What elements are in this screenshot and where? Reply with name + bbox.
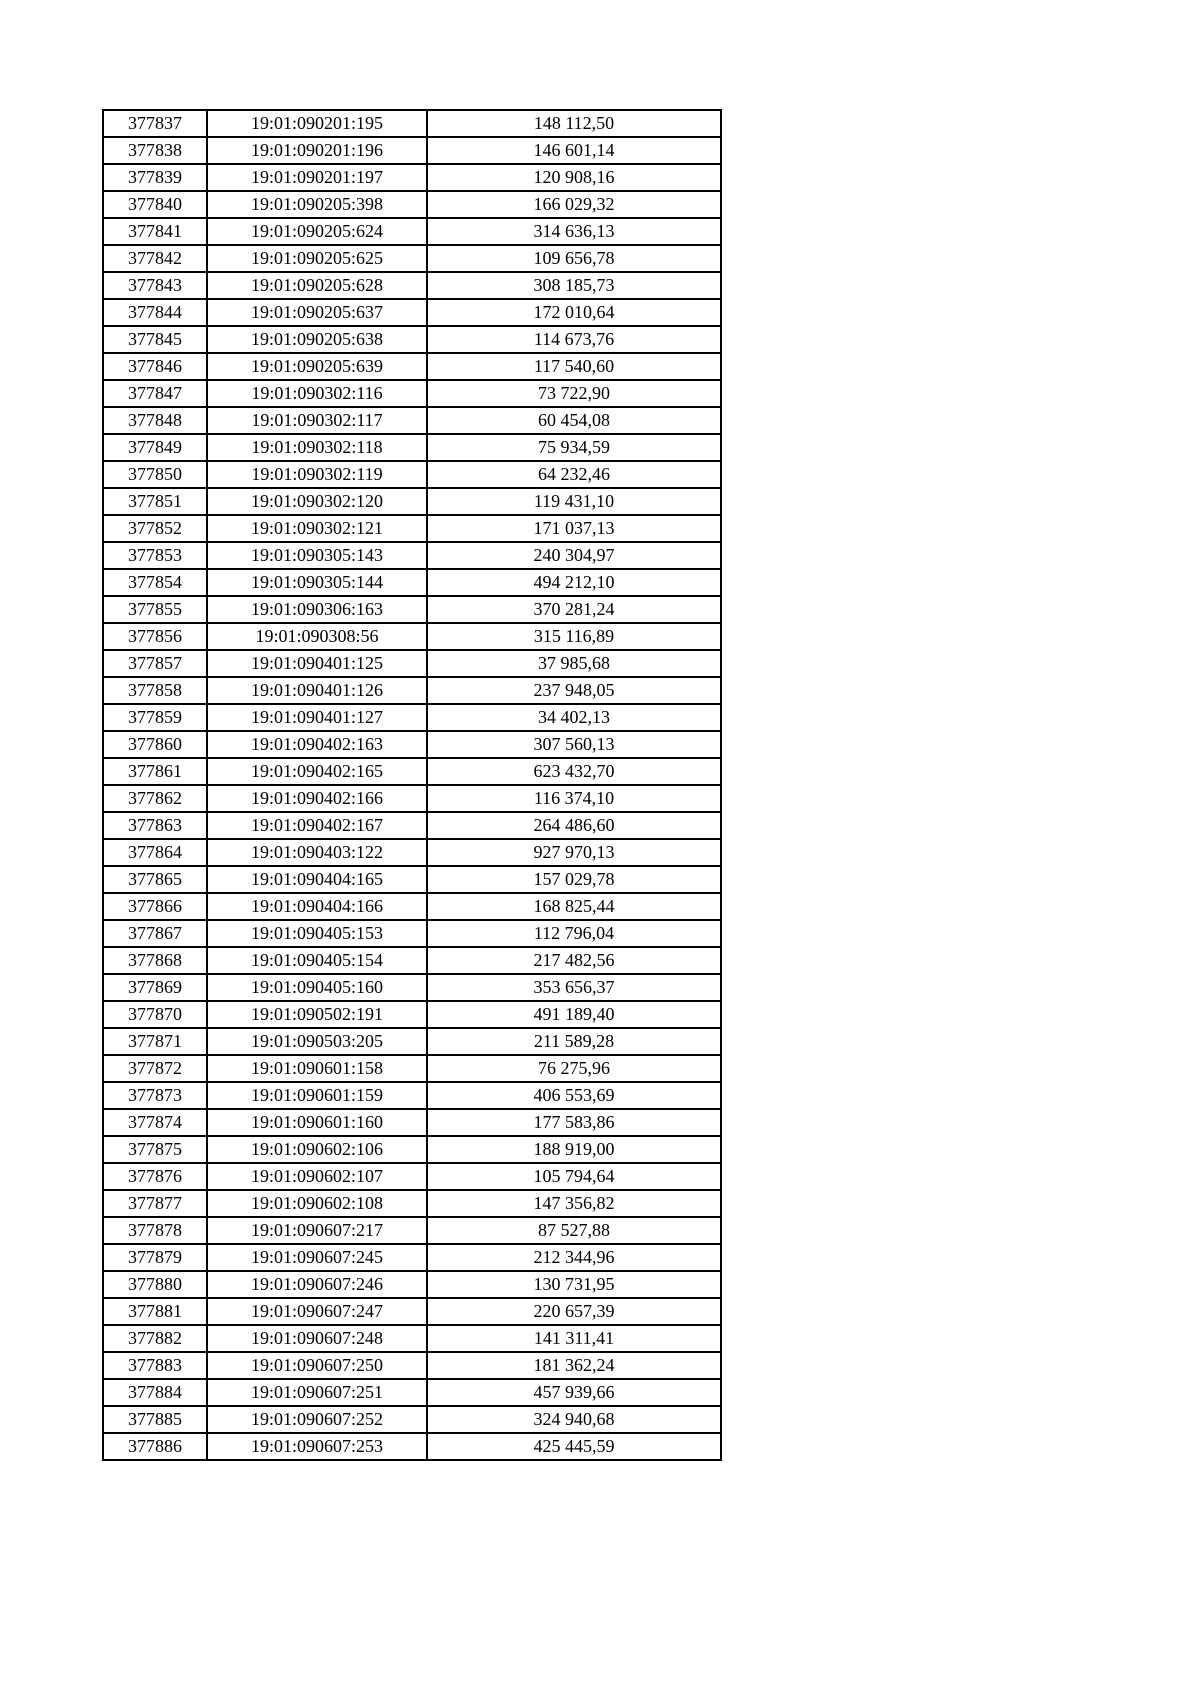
cadastral-number-cell: 19:01:090402:167 [207, 812, 427, 839]
value-cell: 64 232,46 [427, 461, 721, 488]
row-number-cell: 377872 [103, 1055, 207, 1082]
table-row [103, 1136, 721, 1163]
value-cell: 315 116,89 [427, 623, 721, 650]
cadastral-number-cell: 19:01:090402:166 [207, 785, 427, 812]
table-row [103, 1217, 721, 1244]
table-row [103, 893, 721, 920]
value-cell: 60 454,08 [427, 407, 721, 434]
table-row [103, 650, 721, 677]
row-number-cell: 377866 [103, 893, 207, 920]
table-row [103, 812, 721, 839]
row-number-cell: 377849 [103, 434, 207, 461]
value-cell: 240 304,97 [427, 542, 721, 569]
table-row [103, 947, 721, 974]
row-number-cell: 377856 [103, 623, 207, 650]
value-cell: 37 985,68 [427, 650, 721, 677]
value-cell: 211 589,28 [427, 1028, 721, 1055]
table-row [103, 542, 721, 569]
cadastral-number-cell: 19:01:090401:127 [207, 704, 427, 731]
cadastral-number-cell: 19:01:090302:120 [207, 488, 427, 515]
table-row [103, 1406, 721, 1433]
table-row [103, 1001, 721, 1028]
row-number-cell: 377881 [103, 1298, 207, 1325]
row-number-cell: 377844 [103, 299, 207, 326]
row-number-cell: 377843 [103, 272, 207, 299]
table-row [103, 1109, 721, 1136]
table-row [103, 731, 721, 758]
cadastral-number-cell: 19:01:090205:398 [207, 191, 427, 218]
row-number-cell: 377871 [103, 1028, 207, 1055]
cadastral-number-cell: 19:01:090302:121 [207, 515, 427, 542]
row-number-cell: 377875 [103, 1136, 207, 1163]
table-row [103, 353, 721, 380]
value-cell: 34 402,13 [427, 704, 721, 731]
cadastral-number-cell: 19:01:090405:154 [207, 947, 427, 974]
value-cell: 491 189,40 [427, 1001, 721, 1028]
table-row [103, 920, 721, 947]
cadastral-number-cell: 19:01:090602:108 [207, 1190, 427, 1217]
table-row [103, 677, 721, 704]
row-number-cell: 377850 [103, 461, 207, 488]
table-row [103, 785, 721, 812]
value-cell: 76 275,96 [427, 1055, 721, 1082]
row-number-cell: 377847 [103, 380, 207, 407]
row-number-cell: 377863 [103, 812, 207, 839]
cadastral-number-cell: 19:01:090305:144 [207, 569, 427, 596]
table-row [103, 380, 721, 407]
table-row [103, 245, 721, 272]
table-row [103, 1298, 721, 1325]
row-number-cell: 377876 [103, 1163, 207, 1190]
data-table [102, 109, 722, 1461]
value-cell: 147 356,82 [427, 1190, 721, 1217]
table-row [103, 461, 721, 488]
value-cell: 130 731,95 [427, 1271, 721, 1298]
value-cell: 105 794,64 [427, 1163, 721, 1190]
cadastral-number-cell: 19:01:090205:639 [207, 353, 427, 380]
value-cell: 494 212,10 [427, 569, 721, 596]
cadastral-number-cell: 19:01:090302:117 [207, 407, 427, 434]
cadastral-number-cell: 19:01:090607:246 [207, 1271, 427, 1298]
row-number-cell: 377884 [103, 1379, 207, 1406]
cadastral-number-cell: 19:01:090302:116 [207, 380, 427, 407]
row-number-cell: 377882 [103, 1325, 207, 1352]
cadastral-number-cell: 19:01:090601:158 [207, 1055, 427, 1082]
table-row [103, 488, 721, 515]
table-row [103, 758, 721, 785]
value-cell: 148 112,50 [427, 110, 721, 137]
cadastral-number-cell: 19:01:090402:165 [207, 758, 427, 785]
table-row [103, 1271, 721, 1298]
cadastral-number-cell: 19:01:090401:125 [207, 650, 427, 677]
cadastral-number-cell: 19:01:090205:625 [207, 245, 427, 272]
cadastral-number-cell: 19:01:090302:118 [207, 434, 427, 461]
value-cell: 116 374,10 [427, 785, 721, 812]
row-number-cell: 377870 [103, 1001, 207, 1028]
row-number-cell: 377883 [103, 1352, 207, 1379]
value-cell: 307 560,13 [427, 731, 721, 758]
value-cell: 181 362,24 [427, 1352, 721, 1379]
table-row [103, 1055, 721, 1082]
value-cell: 109 656,78 [427, 245, 721, 272]
value-cell: 308 185,73 [427, 272, 721, 299]
row-number-cell: 377869 [103, 974, 207, 1001]
cadastral-number-cell: 19:01:090607:250 [207, 1352, 427, 1379]
value-cell: 166 029,32 [427, 191, 721, 218]
table-row [103, 974, 721, 1001]
row-number-cell: 377851 [103, 488, 207, 515]
value-cell: 927 970,13 [427, 839, 721, 866]
cadastral-number-cell: 19:01:090201:196 [207, 137, 427, 164]
value-cell: 623 432,70 [427, 758, 721, 785]
cadastral-number-cell: 19:01:090601:160 [207, 1109, 427, 1136]
row-number-cell: 377873 [103, 1082, 207, 1109]
row-number-cell: 377860 [103, 731, 207, 758]
value-cell: 220 657,39 [427, 1298, 721, 1325]
table-row [103, 1325, 721, 1352]
table-row [103, 515, 721, 542]
value-cell: 146 601,14 [427, 137, 721, 164]
value-cell: 171 037,13 [427, 515, 721, 542]
value-cell: 406 553,69 [427, 1082, 721, 1109]
cadastral-number-cell: 19:01:090305:143 [207, 542, 427, 569]
cadastral-number-cell: 19:01:090401:126 [207, 677, 427, 704]
cadastral-number-cell: 19:01:090308:56 [207, 623, 427, 650]
table-row [103, 1082, 721, 1109]
value-cell: 314 636,13 [427, 218, 721, 245]
cadastral-number-cell: 19:01:090404:166 [207, 893, 427, 920]
table-row [103, 569, 721, 596]
cadastral-number-cell: 19:01:090403:122 [207, 839, 427, 866]
value-cell: 237 948,05 [427, 677, 721, 704]
table-row [103, 326, 721, 353]
value-cell: 75 934,59 [427, 434, 721, 461]
cadastral-number-cell: 19:01:090402:163 [207, 731, 427, 758]
table-row [103, 272, 721, 299]
value-cell: 168 825,44 [427, 893, 721, 920]
row-number-cell: 377861 [103, 758, 207, 785]
table-row [103, 137, 721, 164]
row-number-cell: 377854 [103, 569, 207, 596]
row-number-cell: 377877 [103, 1190, 207, 1217]
row-number-cell: 377865 [103, 866, 207, 893]
row-number-cell: 377845 [103, 326, 207, 353]
table-row [103, 623, 721, 650]
cadastral-number-cell: 19:01:090503:205 [207, 1028, 427, 1055]
row-number-cell: 377886 [103, 1433, 207, 1460]
cadastral-number-cell: 19:01:090201:195 [207, 110, 427, 137]
row-number-cell: 377848 [103, 407, 207, 434]
table-row [103, 191, 721, 218]
row-number-cell: 377859 [103, 704, 207, 731]
table-row [103, 110, 721, 137]
row-number-cell: 377879 [103, 1244, 207, 1271]
value-cell: 87 527,88 [427, 1217, 721, 1244]
cadastral-number-cell: 19:01:090205:638 [207, 326, 427, 353]
row-number-cell: 377846 [103, 353, 207, 380]
cadastral-number-cell: 19:01:090201:197 [207, 164, 427, 191]
value-cell: 114 673,76 [427, 326, 721, 353]
table-row [103, 218, 721, 245]
cadastral-number-cell: 19:01:090607:217 [207, 1217, 427, 1244]
table-row [103, 1379, 721, 1406]
table-body [103, 110, 721, 1460]
row-number-cell: 377841 [103, 218, 207, 245]
value-cell: 117 540,60 [427, 353, 721, 380]
row-number-cell: 377840 [103, 191, 207, 218]
table-row [103, 704, 721, 731]
table-row [103, 1244, 721, 1271]
table-row [103, 299, 721, 326]
cadastral-number-cell: 19:01:090404:165 [207, 866, 427, 893]
row-number-cell: 377878 [103, 1217, 207, 1244]
value-cell: 112 796,04 [427, 920, 721, 947]
row-number-cell: 377864 [103, 839, 207, 866]
table-row [103, 1433, 721, 1460]
row-number-cell: 377862 [103, 785, 207, 812]
cadastral-number-cell: 19:01:090607:245 [207, 1244, 427, 1271]
cadastral-number-cell: 19:01:090607:253 [207, 1433, 427, 1460]
row-number-cell: 377867 [103, 920, 207, 947]
row-number-cell: 377842 [103, 245, 207, 272]
cadastral-number-cell: 19:01:090205:637 [207, 299, 427, 326]
value-cell: 172 010,64 [427, 299, 721, 326]
value-cell: 141 311,41 [427, 1325, 721, 1352]
table-row [103, 839, 721, 866]
row-number-cell: 377853 [103, 542, 207, 569]
cadastral-number-cell: 19:01:090607:251 [207, 1379, 427, 1406]
value-cell: 324 940,68 [427, 1406, 721, 1433]
value-cell: 370 281,24 [427, 596, 721, 623]
table-row [103, 1190, 721, 1217]
row-number-cell: 377855 [103, 596, 207, 623]
row-number-cell: 377885 [103, 1406, 207, 1433]
cadastral-number-cell: 19:01:090607:248 [207, 1325, 427, 1352]
cadastral-number-cell: 19:01:090607:247 [207, 1298, 427, 1325]
cadastral-number-cell: 19:01:090602:107 [207, 1163, 427, 1190]
row-number-cell: 377858 [103, 677, 207, 704]
table-row [103, 164, 721, 191]
value-cell: 264 486,60 [427, 812, 721, 839]
table-row [103, 1352, 721, 1379]
row-number-cell: 377874 [103, 1109, 207, 1136]
cadastral-number-cell: 19:01:090205:628 [207, 272, 427, 299]
value-cell: 157 029,78 [427, 866, 721, 893]
table-row [103, 434, 721, 461]
value-cell: 73 722,90 [427, 380, 721, 407]
table-row [103, 1028, 721, 1055]
value-cell: 212 344,96 [427, 1244, 721, 1271]
cadastral-number-cell: 19:01:090405:153 [207, 920, 427, 947]
value-cell: 177 583,86 [427, 1109, 721, 1136]
cadastral-number-cell: 19:01:090502:191 [207, 1001, 427, 1028]
table-row [103, 596, 721, 623]
value-cell: 188 919,00 [427, 1136, 721, 1163]
row-number-cell: 377880 [103, 1271, 207, 1298]
row-number-cell: 377837 [103, 110, 207, 137]
cadastral-number-cell: 19:01:090302:119 [207, 461, 427, 488]
cadastral-number-cell: 19:01:090306:163 [207, 596, 427, 623]
cadastral-number-cell: 19:01:090405:160 [207, 974, 427, 1001]
value-cell: 425 445,59 [427, 1433, 721, 1460]
cadastral-number-cell: 19:01:090601:159 [207, 1082, 427, 1109]
value-cell: 217 482,56 [427, 947, 721, 974]
table-row [103, 866, 721, 893]
row-number-cell: 377857 [103, 650, 207, 677]
cadastral-number-cell: 19:01:090607:252 [207, 1406, 427, 1433]
row-number-cell: 377839 [103, 164, 207, 191]
cadastral-number-cell: 19:01:090205:624 [207, 218, 427, 245]
value-cell: 353 656,37 [427, 974, 721, 1001]
value-cell: 119 431,10 [427, 488, 721, 515]
value-cell: 457 939,66 [427, 1379, 721, 1406]
row-number-cell: 377868 [103, 947, 207, 974]
table-row [103, 407, 721, 434]
value-cell: 120 908,16 [427, 164, 721, 191]
row-number-cell: 377852 [103, 515, 207, 542]
cadastral-number-cell: 19:01:090602:106 [207, 1136, 427, 1163]
table-row [103, 1163, 721, 1190]
row-number-cell: 377838 [103, 137, 207, 164]
